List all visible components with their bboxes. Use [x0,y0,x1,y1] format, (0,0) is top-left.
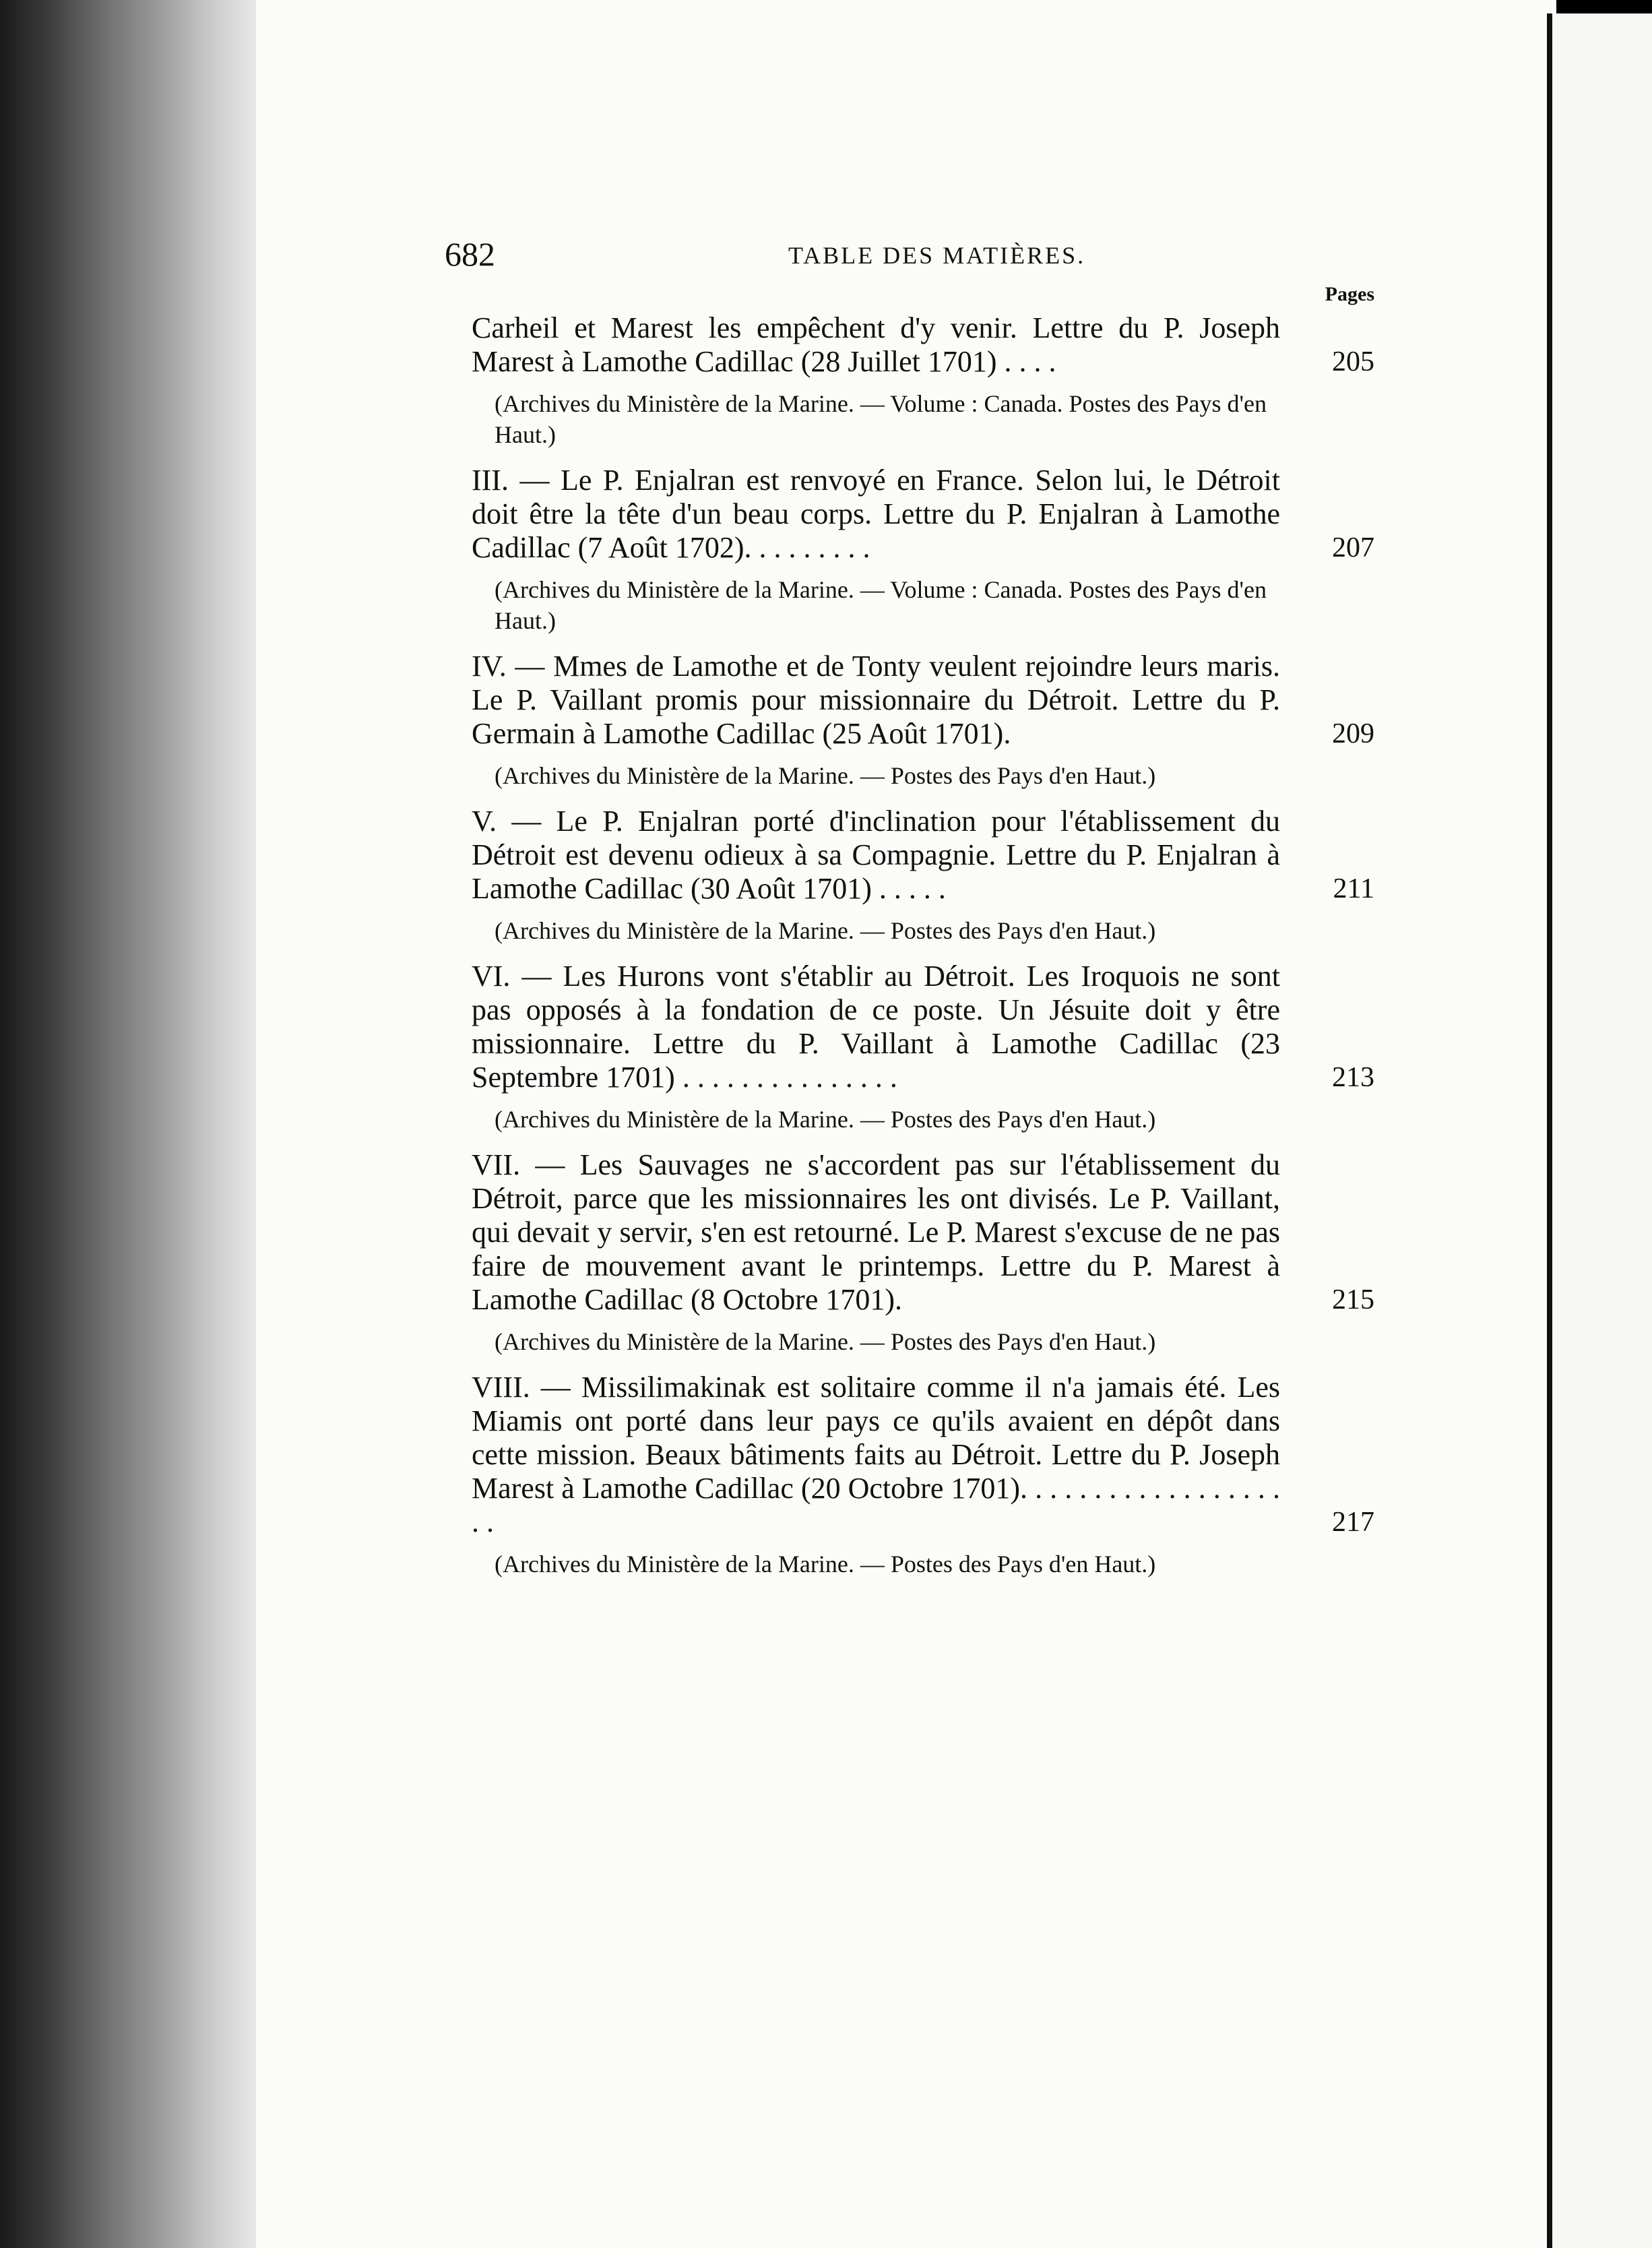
toc-entry-page: 213 [1332,1062,1374,1093]
toc-entry [472,1148,1374,1357]
pages-column-label: Pages [1325,283,1374,305]
toc-entry-source: (Archives du Ministère de la Marine. — Postes des Pays d'en Haut.) [495,1328,1156,1355]
running-head [445,222,1374,283]
toc-entry-text: VII. — Les Sauvages ne s'accordent pas sur l'établissement du Détroit, parce que les missionnaires les ont divisés. Le P. Vaillant, qui devait y servir, s'en est retourné. Le P. Marest s'excuse de ne pas faire de mouvement avant le printemps. Lettre du P. Marest à Lamothe Cadillac (8 Octobre 1701). [472,1148,1280,1316]
toc-entry [472,805,1374,946]
toc-entry [472,1371,1374,1580]
running-title: TABLE DES MATIÈRES. [788,242,1086,269]
toc-entry [472,650,1374,791]
toc-entry [472,464,1374,636]
toc-entry-text: IV. — Mmes de Lamothe et de Tonty veulent rejoindre leurs maris. Le P. Vaillant promis pour missionnaire du Détroit. Lettre du P. Germain à Lamothe Cadillac (25 Août 1701). [472,650,1280,750]
toc-entry-page: 207 [1332,532,1374,563]
toc-entry-text: Carheil et Marest les empêchent d'y venir. Lettre du P. Joseph Marest à Lamothe Cadillac (28 Juillet 1701) . . . . [472,311,1280,378]
toc-entry-page: 211 [1333,873,1374,904]
toc-entry-text: VIII. — Missilimakinak est solitaire comme il n'a jamais été. Les Miamis ont porté dans leur pays ce qu'ils avaient en dépôt dans cette mission. Beaux bâtiments faits au Détroit. Lettre du P. Joseph Marest à Lamothe Cadillac (20 Octobre 1701). . . . . . . . . . . . . . . . . . . . [472,1371,1280,1538]
toc-entry-text: III. — Le P. Enjalran est renvoyé en France. Selon lui, le Détroit doit être la tête d'un beau corps. Lettre du P. Enjalran à Lamothe Cadillac (7 Août 1702). . . . . . . . . [472,464,1280,564]
toc-entry-page: 209 [1332,718,1374,749]
toc-entry-source: (Archives du Ministère de la Marine. — Postes des Pays d'en Haut.) [495,1106,1156,1133]
toc-entry-text: VI. — Les Hurons vont s'établir au Détroit. Les Iroquois ne sont pas opposés à la fondation de ce poste. Un Jésuite doit y être missionnaire. Lettre du P. Vaillant à Lamothe Cadillac (23 Septembre 1701) . . . . . . . . . . . . . . . [472,960,1280,1094]
toc-entry-source: (Archives du Ministère de la Marine. — Postes des Pays d'en Haut.) [495,917,1156,944]
toc-entry-source: (Archives du Ministère de la Marine. — Volume : Canada. Postes des Pays d'en Haut.) [495,390,1267,448]
toc-entry-page: 205 [1332,346,1374,377]
facing-page-edge [1547,13,1652,2248]
toc-entry [472,311,1374,450]
toc-entry-source: (Archives du Ministère de la Marine. — Volume : Canada. Postes des Pays d'en Haut.) [495,576,1267,634]
page-number: 682 [445,235,495,273]
toc-entry-source: (Archives du Ministère de la Marine. — Postes des Pays d'en Haut.) [495,1551,1156,1578]
table-of-contents [445,222,1374,1593]
book-spine [0,0,256,2248]
toc-entry [472,960,1374,1135]
toc-entry-page: 217 [1332,1507,1374,1538]
toc-entry-page: 215 [1332,1284,1374,1315]
toc-entry-source: (Archives du Ministère de la Marine. — Postes des Pays d'en Haut.) [495,762,1156,789]
toc-entry-text: V. — Le P. Enjalran porté d'inclination pour l'établissement du Détroit est devenu odieux à sa Compagnie. Lettre du P. Enjalran à Lamothe Cadillac (30 Août 1701) . . . . . [472,805,1280,905]
